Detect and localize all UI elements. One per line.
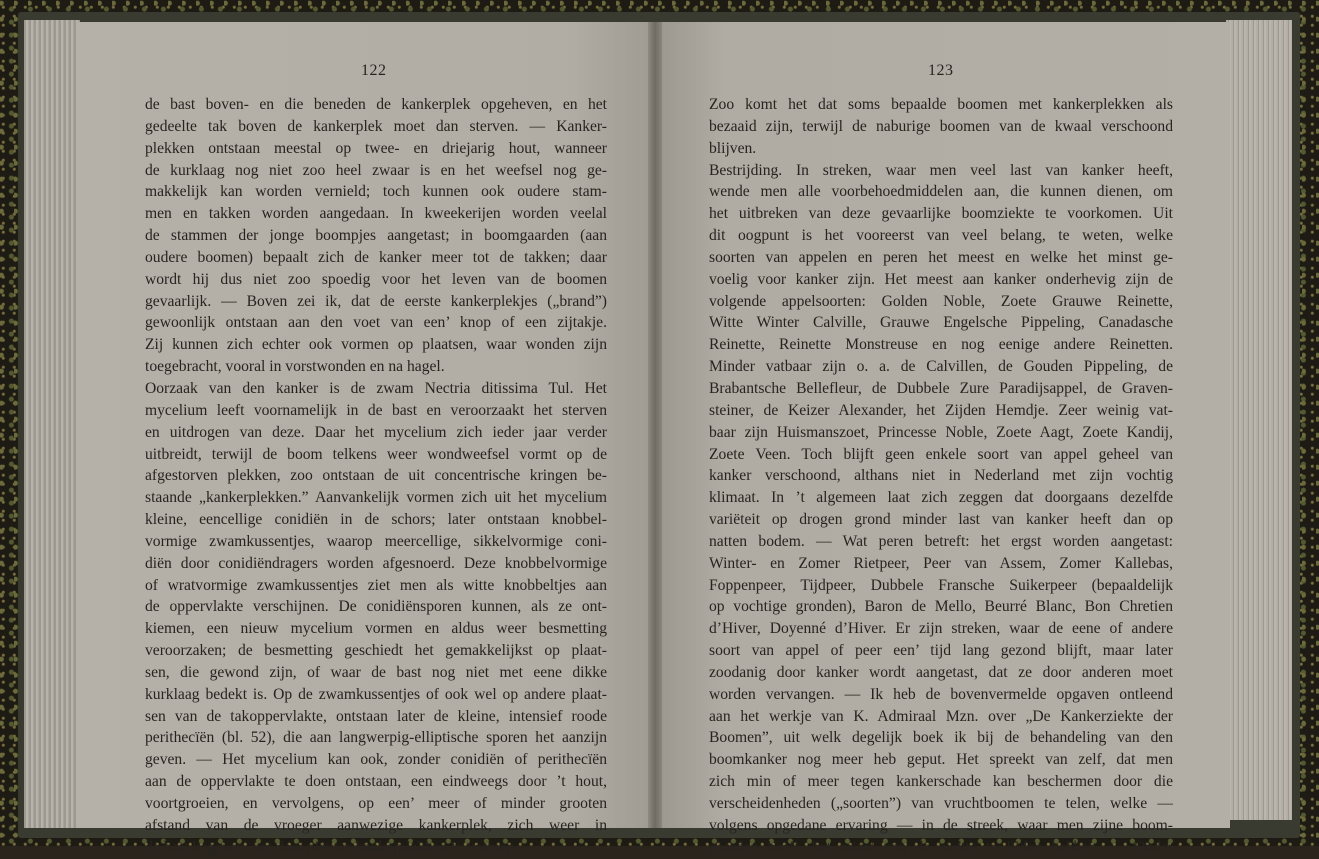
text-line: zich min of meer tegen kankerschade kan beschermen door die (709, 773, 1173, 791)
text-line: natten bodem. — Wat peren betreft: het ergst worden aangetast: (709, 532, 1173, 550)
text-line: geven. — Het mycelium kan ook, zonder conidiën of perithecïën (145, 751, 607, 769)
text-line: veroorzaken; de besmetting geschiedt het gemakkelijkst op plaat- (145, 642, 607, 660)
text-line: gaarden heeft, het minst van de ziekte te lijden hebben. — Onder (709, 838, 1173, 856)
text-line: baar zijn Huismanszoet, Princesse Noble, Zoete Aagt, Zoete Kandij, (709, 423, 1173, 441)
text-line: kurklaag bedekt is. Op de zwamkussentjes of ook wel op andere plaat- (145, 685, 607, 703)
left-page (76, 22, 654, 856)
text-line: kanker verschoond, althans niet in Nederland met zijn vochtig (709, 467, 1173, 485)
left-page-stack (24, 20, 80, 828)
text-line: wordt hij dus niet zoo spoedig voor het leven van de boomen (145, 270, 607, 288)
text-line: Boomen”, uit welk degelijk boek ik bij de behandeling van den (709, 729, 1173, 747)
text-line: de kurklaag nog niet zoo heel zwaar is en het weefsel nog ge- (145, 161, 607, 179)
text-line: het uitbreken van deze gevaarlijke boomziekte te voorkomen. Uit (709, 205, 1173, 223)
text-line: aan de oppervlakte te doen ontstaan, een eindweegs door ’t hout, (145, 773, 607, 791)
text-line: volgende appelsoorten: Golden Noble, Zoete Grauwe Reinette, (709, 292, 1173, 310)
text-line: Zij kunnen zich echter ook vormen op plaatsen, waar wonden zijn (145, 336, 607, 354)
text-line: sen van de takoppervlakte, ontstaan later de kleine, intensief roode (145, 707, 607, 725)
text-line: kleine, eencellige conidiën in de schors; later ontstaan knobbel- (145, 511, 607, 529)
left-page-text (145, 94, 607, 859)
text-line: de stammen der jonge boompjes aangetast; in boomgaarden (aan (145, 227, 607, 245)
text-line: boomkanker nog meer heb geput. Het spreekt van zelf, dat men (709, 751, 1173, 769)
text-line: zoodanig door kanker wordt aangetast, dat ze door anderen moet (709, 663, 1173, 681)
text-line: voortgroeien, en vervolgens, op een’ meer of minder grooten (145, 795, 607, 812)
text-line: aan het werkje van K. Admiraal Mzn. over „De Kankerziekte der (709, 707, 1173, 725)
text-line: Zoete Veen. Toch blijft geen enkele soort van appel geheel van (709, 445, 1173, 463)
text-line: Bestrijding. In streken, waar men veel last van kanker heeft, (709, 161, 1173, 179)
text-line: verscheidenheden („soorten”) van vruchtboomen te telen, welke — (709, 795, 1173, 812)
right-page-stack (1226, 20, 1292, 820)
text-line: de bast begeven, om daar nieuwe kankerplekken te vormen. (145, 838, 519, 856)
text-line: Reinette, Reinette Monstreuse en nog eenige andere Reinetten. (709, 336, 1173, 354)
text-line: dit oogpunt is het vooreerst van veel belang, te weten, welke (709, 227, 1173, 245)
text-line: wende men alle voorbehoedmiddelen aan, die kunnen dienen, om (709, 183, 1173, 201)
text-line: vormige zwamkussentjes, waarop meercellige, sikkelvormige coni- (145, 532, 607, 550)
page-number-left: 122 (361, 62, 387, 79)
right-page (656, 22, 1230, 856)
text-line: gedeelte tak boven de kankerplek moet dan sterven. — Kanker- (145, 117, 607, 135)
text-line: diën door conidiëndragers worden afgesnoerd. Deze knobbelvormige (145, 554, 607, 572)
text-line: Witte Winter Calville, Grauwe Engelsche Pippeling, Canadasche (709, 314, 1173, 332)
text-line: voelig voor kanker zijn. Het meest aan kanker onderhevig zijn de (709, 270, 1173, 288)
text-line: en uitdrogen van deze. Daar het mycelium zich ieder jaar verder (145, 423, 607, 441)
text-line: Zoo komt het dat soms bepaalde boomen met kankerplekken als (709, 96, 1173, 113)
text-line: gewoonlijk ontstaan aan den voet van een’ knop of een zijtakje. (145, 314, 607, 332)
text-line: of wratvormige zwamkussentjes ziet men als witte knobbeltjes aan (145, 576, 607, 594)
text-line: Foppenpeer, Tijdpeer, Dubbele Fransche Suikerpeer (bepaaldelijk (709, 576, 1173, 594)
page-number-right: 123 (928, 62, 954, 79)
text-line: gevaarlijk. — Boven zei ik, dat de eerste kankerplekjes („brand”) (145, 292, 607, 310)
text-line: mycelium leeft voornamelijk in de bast en veroorzaakt het sterven (145, 401, 607, 419)
text-line: staande „kankerplekken.” Aanvankelijk vormen zich uit het mycelium (145, 489, 607, 507)
text-line: de bast boven- en die beneden de kankerplek opgeheven, en het (145, 96, 607, 113)
text-line: uitbreidt, terwijl de boom telkens weer wondweefsel vormt op de (145, 445, 607, 463)
text-line: soorten van appelen en peren het meest en welke het minst ge- (709, 248, 1173, 266)
text-line: Minder vatbaar zijn o. a. de Calvillen, de Gouden Pippeling, de (709, 358, 1173, 376)
text-line: variëteit op drogen grond minder last van kanker heeft dan op (709, 511, 1173, 529)
book-spine-gutter (648, 22, 662, 828)
text-line: Brabantsche Bellefleur, de Dubbele Zure Paradijsappel, de Graven- (709, 379, 1173, 397)
text-line: sen, die gewond zijn, of waar de bast nog niet met eene dikke (145, 663, 607, 681)
text-line: makkelijk kan worden vernield; toch kunnen ook oudere stam- (145, 183, 607, 201)
text-line: bezaaid zijn, terwijl de naburige boomen van de kwaal verschoond (709, 117, 1173, 135)
text-line: blijven. (709, 139, 757, 157)
text-line: perithecïën (bl. 52), die aan langwerpig-elliptische sporen het aanzijn (145, 729, 607, 747)
text-line: kiemen, een nieuw mycelium vormen en aldus weer besmetting (145, 620, 607, 638)
text-line: d’Hiver, Doyenné d’Hiver. Er zijn streken, waar de eene of andere (709, 620, 1173, 638)
text-line: volgens opgedane ervaring — in de streek, waar men zijne boom- (709, 816, 1173, 834)
text-line: Oorzaak van den kanker is de zwam Nectria ditissima Tul. Het (145, 379, 607, 397)
text-line: op vochtige gronden), Baron de Mello, Beurré Blanc, Bon Chretien (709, 598, 1173, 616)
text-line: worden vervangen. — Ik heb de bovenvermelde opgaven ontleend (709, 685, 1173, 703)
right-page-text (709, 94, 1173, 859)
text-line: men en takken worden aangedaan. In kweekerijen worden veelal (145, 205, 607, 223)
text-line: steiner, de Keizer Alexander, het Zijden Hemdje. Zeer weinig vat- (709, 401, 1173, 419)
text-line: plekken ontstaan meestal op twee- en driejarig hout, wanneer (145, 139, 607, 157)
text-line: soort van appel of peer een’ tijd lang gezond blijft, maar later (709, 642, 1173, 660)
text-line: afstand van de vroeger aanwezige kankerplek, zich weer in (145, 816, 607, 834)
text-line: oudere boomen) bepaalt zich de kanker meer tot de takken; daar (145, 248, 607, 266)
text-line: afgestorven plekken, zoo ontstaan de uit concentrische kringen be- (145, 467, 607, 485)
text-line: toegebracht, vooral in vorstwonden en na hagel. (145, 358, 445, 376)
text-line: Winter- en Zomer Rietpeer, Peer van Assem, Zomer Kallebas, (709, 554, 1173, 572)
text-line: klimaat. In ’t algemeen laat zich zeggen dat doorgaans dezelfde (709, 489, 1173, 507)
text-line: de oppervlakte verschijnen. De conidiënsporen kunnen, als ze ont- (145, 598, 607, 616)
